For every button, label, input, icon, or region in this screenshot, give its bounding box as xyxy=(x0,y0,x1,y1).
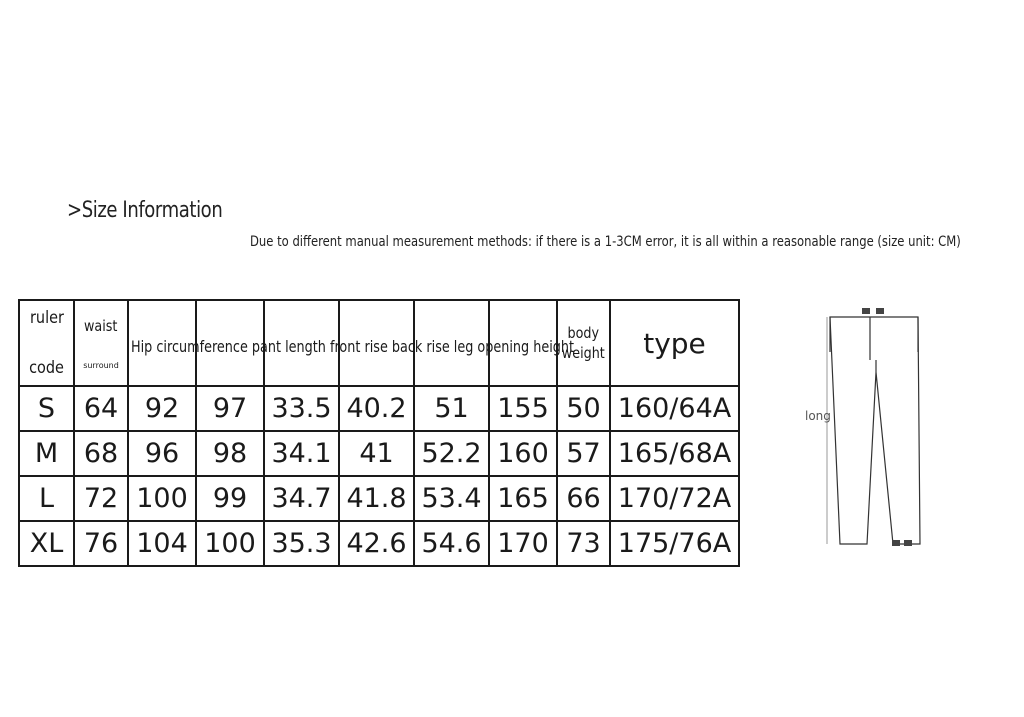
cell: 50 xyxy=(557,386,610,431)
cell: 99 xyxy=(196,476,264,521)
cell: 98 xyxy=(196,431,264,476)
pants-measurement-diagram xyxy=(800,300,985,560)
cell: 175/76A xyxy=(610,521,739,566)
cell: 64 xyxy=(74,386,128,431)
header-code: code xyxy=(29,358,64,378)
cell: 53.4 xyxy=(414,476,489,521)
section-title: >Size Information xyxy=(67,198,223,223)
header-type xyxy=(610,300,739,386)
cell: 72 xyxy=(74,476,128,521)
header-waist-label: waist xyxy=(84,316,118,335)
cell: L xyxy=(19,476,74,521)
cell: 100 xyxy=(128,476,196,521)
header-body: body xyxy=(567,324,600,342)
header-height xyxy=(489,300,557,386)
cell: 41.8 xyxy=(339,476,414,521)
header-weight: weight xyxy=(561,344,605,362)
cell: 96 xyxy=(128,431,196,476)
diagram-long-label: long xyxy=(805,409,831,423)
cell: 51 xyxy=(414,386,489,431)
header-waist xyxy=(74,300,575,386)
cell: 165/68A xyxy=(610,431,739,476)
header-front-rise xyxy=(264,300,339,386)
cell: 104 xyxy=(128,521,196,566)
cell: 170 xyxy=(489,521,557,566)
cell: 40.2 xyxy=(339,386,414,431)
header-leg-opening xyxy=(414,300,489,386)
table-row xyxy=(19,476,739,521)
cell: S xyxy=(19,386,74,431)
header-back-rise xyxy=(339,300,414,386)
table-header-row xyxy=(19,300,739,386)
header-ruler-code xyxy=(19,300,74,386)
cell: 73 xyxy=(557,521,610,566)
header-ruler: ruler xyxy=(29,308,64,328)
measurement-note: Due to different manual measurement methods: if there is a 1-3CM error, it is all within a reasonable range (size unit: CM) xyxy=(250,234,961,250)
size-table xyxy=(18,299,740,567)
table-row xyxy=(19,521,739,566)
cell: 100 xyxy=(196,521,264,566)
cell: 68 xyxy=(74,431,128,476)
header-body-weight xyxy=(557,300,610,386)
cell: 54.6 xyxy=(414,521,489,566)
cell: 42.6 xyxy=(339,521,414,566)
cell: 35.3 xyxy=(264,521,339,566)
cell: 170/72A xyxy=(610,476,739,521)
header-pant-length xyxy=(196,300,264,386)
header-surround: surround xyxy=(83,360,119,370)
cell: 41 xyxy=(339,431,414,476)
cell: 160/64A xyxy=(610,386,739,431)
cell: 155 xyxy=(489,386,557,431)
cell: 34.1 xyxy=(264,431,339,476)
header-overlay-text: Hip circumference pant length front rise back rise leg opening height xyxy=(131,337,575,356)
cell: 97 xyxy=(196,386,264,431)
cell: 57 xyxy=(557,431,610,476)
cell: 52.2 xyxy=(414,431,489,476)
header-hip xyxy=(128,300,196,386)
cell: 66 xyxy=(557,476,610,521)
table-row xyxy=(19,431,739,476)
cell: 165 xyxy=(489,476,557,521)
cell: M xyxy=(19,431,74,476)
cell: 160 xyxy=(489,431,557,476)
table-row xyxy=(19,386,739,431)
header-type-label: type xyxy=(643,326,706,360)
cell: 76 xyxy=(74,521,128,566)
cell: 92 xyxy=(128,386,196,431)
cell: XL xyxy=(19,521,74,566)
cell: 33.5 xyxy=(264,386,339,431)
cell: 34.7 xyxy=(264,476,339,521)
